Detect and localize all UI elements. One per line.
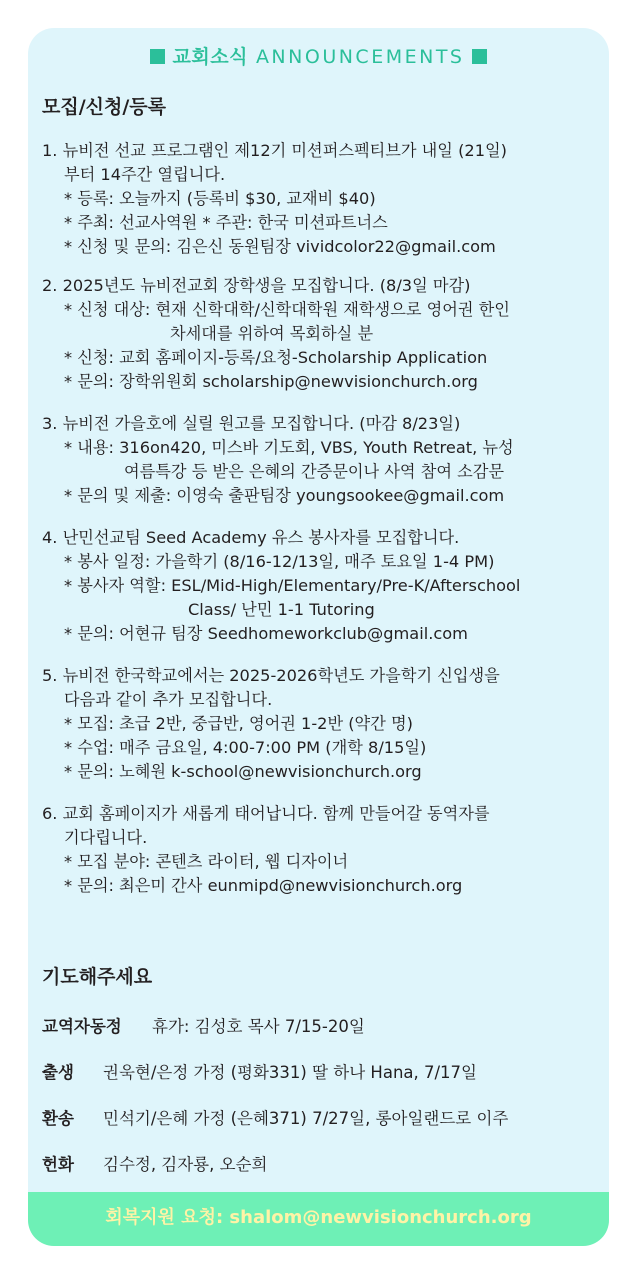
header-title-en: ANNOUNCEMENTS	[255, 46, 465, 68]
item-line: 차세대를 위하여 목회하실 분	[170, 324, 374, 343]
item-line: * 문의: 노혜원 k-school@newvisionchurch.org	[64, 762, 422, 781]
recruit-item-6	[42, 802, 602, 898]
support-request-text: 회복지원 요청: shalom@newvisionchurch.org	[105, 1207, 532, 1228]
prayer-section-title: 기도해주세요	[42, 966, 153, 988]
item-line: * 신청 및 문의: 김은신 동원팀장 vividcolor22@gmail.com	[64, 237, 496, 256]
item-line: 5. 뉴비전 한국학교에서는 2025-2026학년도 가을학기 신입생을	[42, 666, 500, 685]
header-title-ko: 교회소식	[172, 46, 248, 68]
item-line: * 신청 대상: 현재 신학대학/신학대학원 재학생으로 영어권 한인	[64, 300, 510, 319]
support-request-footer	[28, 1192, 609, 1246]
prayer-row-label: 헌화	[42, 1155, 74, 1174]
item-line: * 문의: 최은미 간사 eunmipd@newvisionchurch.org	[64, 876, 463, 895]
prayer-row-staff	[42, 1013, 365, 1037]
prayer-row-label: 출생	[42, 1063, 74, 1082]
item-line: * 봉사자 역할: ESL/Mid-High/Elementary/Pre-K/Afterschool	[64, 576, 521, 595]
item-line: 3. 뉴비전 가을호에 실릴 원고를 모집합니다. (마감 8/23일)	[42, 414, 461, 433]
item-line: * 수업: 매주 금요일, 4:00-7:00 PM (개학 8/15일)	[64, 738, 427, 757]
item-line: * 문의: 장학위원회 scholarship@newvisionchurch.org	[64, 372, 478, 391]
item-line: * 문의 및 제출: 이영숙 출판팀장 youngsookee@gmail.com	[64, 486, 505, 505]
recruit-item-2	[42, 274, 602, 394]
item-line: 부터 14주간 열립니다.	[64, 165, 226, 184]
item-line: * 내용: 316on420, 미스바 기도회, VBS, Youth Retreat, 뉴성	[64, 438, 514, 457]
item-line: * 봉사 일정: 가을학기 (8/16-12/13일, 매주 토요일 1-4 PM)	[64, 552, 495, 571]
prayer-row-label: 교역자동정	[42, 1017, 122, 1036]
prayer-row-text: 권욱현/은정 가정 (평화331) 딸 하나 Hana, 7/17일	[103, 1063, 477, 1082]
item-line: 기다립니다.	[64, 828, 148, 847]
item-line: 6. 교회 홈페이지가 새롭게 태어납니다. 함께 만들어갈 동역자를	[42, 804, 490, 823]
header-square-icon-right	[472, 49, 487, 64]
item-line: * 등록: 오늘까지 (등록비 $30, 교재비 $40)	[64, 189, 376, 208]
recruit-item-1	[42, 139, 602, 259]
recruit-section-title: 모집/신청/등록	[42, 96, 167, 118]
item-line: * 모집: 초급 2반, 중급반, 영어권 1-2반 (약간 명)	[64, 714, 413, 733]
recruit-item-3	[42, 412, 602, 508]
item-line: 1. 뉴비전 선교 프로그램인 제12기 미션퍼스펙티브가 내일 (21일)	[42, 141, 507, 160]
announcements-card	[28, 28, 609, 1246]
item-line: * 신청: 교회 홈페이지-등록/요청-Scholarship Application	[64, 348, 488, 367]
prayer-row-flowers	[42, 1151, 267, 1175]
prayer-row-text: 김수정, 김자룡, 오순희	[103, 1155, 268, 1174]
prayer-row-farewell	[42, 1105, 508, 1129]
item-line: * 주최: 선교사역원 * 주관: 한국 미션파트너스	[64, 213, 388, 232]
prayer-row-label: 환송	[42, 1109, 74, 1128]
item-line: 2. 2025년도 뉴비전교회 장학생을 모집합니다. (8/3일 마감)	[42, 276, 471, 295]
prayer-row-text: 휴가: 김성호 목사 7/15-20일	[152, 1017, 365, 1036]
prayer-row-birth	[42, 1059, 477, 1083]
item-line: 여름특강 등 받은 은혜의 간증문이나 사역 참여 소감문	[124, 462, 505, 481]
item-line: * 모집 분야: 콘텐츠 라이터, 웹 디자이너	[64, 852, 349, 871]
recruit-item-5	[42, 664, 602, 784]
announcements-header	[28, 42, 609, 69]
prayer-row-text: 민석기/은혜 가정 (은혜371) 7/27일, 롱아일랜드로 이주	[103, 1109, 509, 1128]
item-line: 다음과 같이 추가 모집합니다.	[64, 690, 273, 709]
item-line: Class/ 난민 1-1 Tutoring	[188, 600, 375, 619]
recruit-item-4	[42, 526, 602, 646]
item-line: 4. 난민선교팀 Seed Academy 유스 봉사자를 모집합니다.	[42, 528, 460, 547]
item-line: * 문의: 어현규 팀장 Seedhomeworkclub@gmail.com	[64, 624, 468, 643]
header-square-icon-left	[150, 49, 165, 64]
